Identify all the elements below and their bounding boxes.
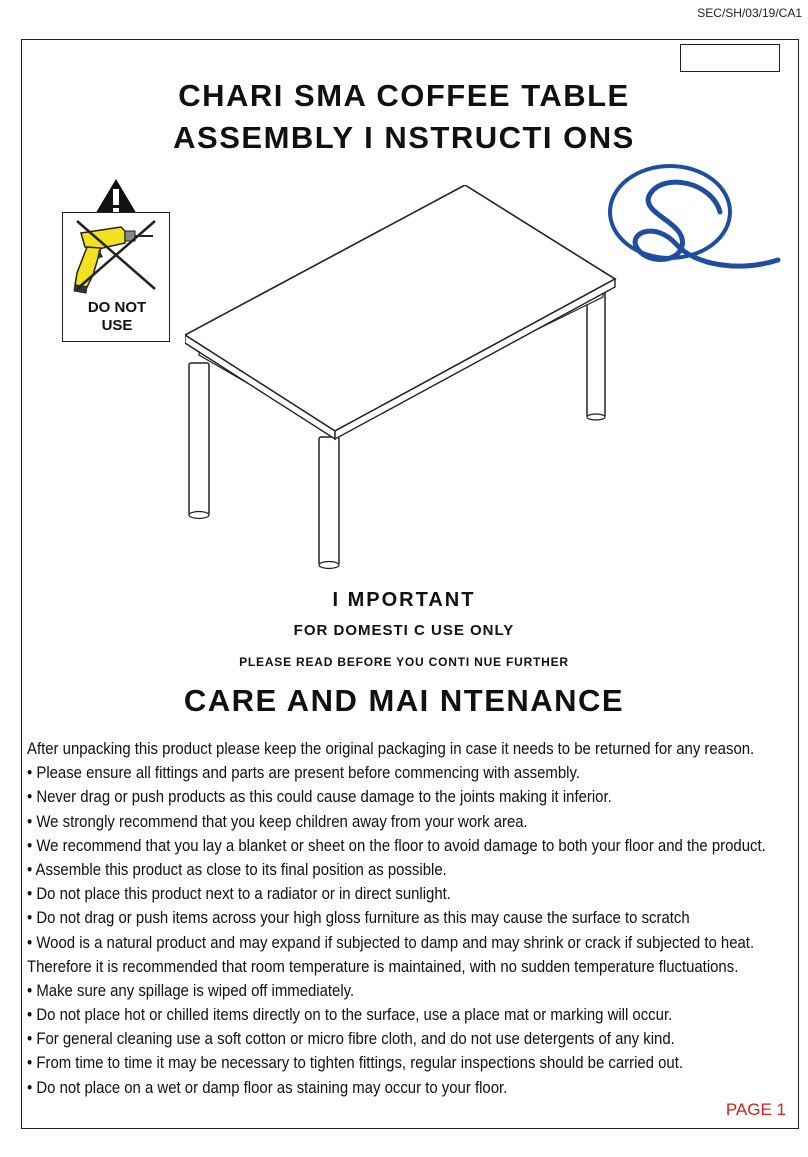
product-title: CHARI SMA COFFEE TABLE <box>178 78 630 113</box>
reference-box <box>680 44 780 72</box>
list-item: Therefore it is recommended that room temperature is maintained, with no sudden temperature fluctuations. <box>27 957 739 976</box>
list-item: After unpacking this product please keep the original packaging in case it needs to be returned for any reason. <box>27 740 755 758</box>
warning-box <box>62 212 170 342</box>
list-item: • Assemble this product as close to its final position as possible. <box>27 860 447 879</box>
power-tool-warning <box>62 178 170 343</box>
list-item: • Make sure any spillage is wiped off immediately. <box>27 981 355 1000</box>
important-heading: I MPORTANT <box>332 589 476 611</box>
page-number: PAGE 1 <box>725 1100 786 1119</box>
care-maintenance-title: CARE AND MAI NTENANCE <box>183 683 625 718</box>
instructions-title: ASSEMBLY I NSTRUCTI ONS <box>173 120 635 155</box>
list-item: • From time to time it may be necessary to tighten fittings, regular inspections should be carried out. <box>27 1054 684 1073</box>
read-before-notice: PLEASE READ BEFORE YOU CONTI NUE FURTHER <box>239 655 569 669</box>
list-item: • Do not place hot or chilled items directly on to the surface, use a place mat or marking will occur. <box>27 1006 673 1025</box>
care-instructions-list <box>27 737 797 1100</box>
no-power-drill-icon <box>63 213 169 295</box>
list-item: • Do not place on a wet or damp floor as staining may occur to your floor. <box>27 1078 508 1097</box>
list-item: • Wood is a natural product and may expand if subjected to damp and may shrink or crack if subjected to heat. <box>27 933 755 952</box>
list-item: • Do not drag or push items across your high gloss furniture as this may cause the surface to scratch <box>27 909 690 928</box>
sq-script-logo <box>600 160 785 280</box>
list-item: • We recommend that you lay a blanket or sheet on the floor to avoid damage to both your floor and the product. <box>27 836 766 855</box>
warning-line-2: USE <box>101 317 133 334</box>
list-item: • For general cleaning use a soft cotton or micro fibre cloth, and do not use detergents of any kind. <box>27 1030 675 1049</box>
list-item: • Please ensure all fittings and parts are present before commencing with assembly. <box>27 764 580 783</box>
coffee-table-illustration <box>185 185 625 575</box>
list-item: • Never drag or push products as this could cause damage to the joints making it inferior. <box>27 788 612 807</box>
document-code: SEC/SH/03/19/CA1 <box>697 6 802 20</box>
domestic-use-notice: FOR DOMESTI C USE ONLY <box>293 622 515 639</box>
list-item: • Do not place this product next to a radiator or in direct sunlight. <box>27 885 451 904</box>
warning-line-1: DO NOT <box>87 299 147 316</box>
list-item: • We strongly recommend that you keep children away from your work area. <box>27 812 528 831</box>
